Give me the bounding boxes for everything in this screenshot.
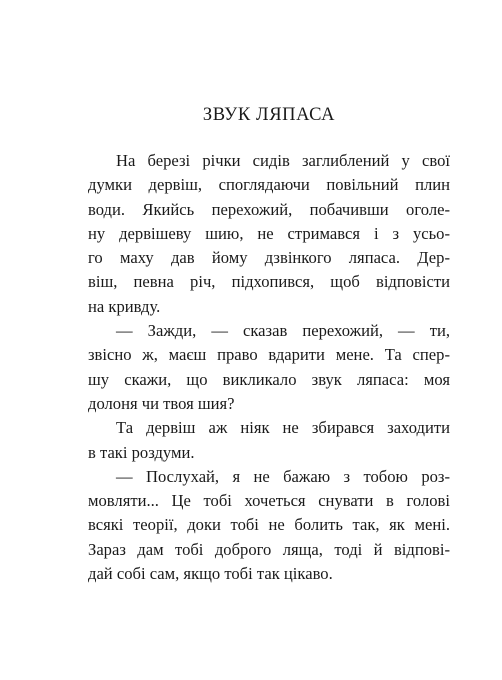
text-line: На березі річки сидів заглиблений у свої: [116, 151, 450, 170]
paragraph-3: [88, 416, 450, 465]
text-line: води. Якийсь перехожий, побачивши оголе-: [88, 199, 450, 219]
text-line: ну дервішеву шию, не стримався і з усьо-: [88, 223, 450, 243]
text-line: всякі теорії, доки тобі не болить так, як мені.: [88, 515, 450, 535]
text-line: мовляти... Це тобі хочеться снувати в голові: [88, 491, 450, 511]
story-body: [88, 149, 450, 586]
text-line: звісно ж, маєш право вдарити мене. Та спер-: [88, 345, 450, 365]
paragraph-2: [88, 319, 450, 416]
text-line: думки дервіш, споглядаючи повільний плин: [88, 175, 450, 195]
text-line: Зараз дам тобі доброго ляща, тоді й відпові-: [88, 539, 450, 559]
paragraph-1: [88, 149, 450, 319]
story-title: ЗВУК ЛЯПАСА: [202, 105, 336, 125]
text-line: дай собі сам, якщо тобі так цікаво.: [88, 564, 333, 584]
text-line: шу скажи, що викликало звук ляпаса: моя: [88, 369, 450, 389]
text-line: долоня чи твоя шия?: [88, 393, 235, 413]
text-line: Та дервіш аж ніяк не збирався заходити: [116, 418, 450, 438]
text-line: — Послухай, я не бажаю з тобою роз-: [116, 466, 450, 486]
text-line: го маху дав йому дзвінкого ляпаса. Дер-: [88, 248, 450, 268]
text-line: в такі роздуми.: [88, 442, 195, 462]
text-line: на кривду.: [88, 296, 161, 316]
text-line: віш, певна річ, підхопився, щоб відповісти: [88, 272, 450, 292]
paragraph-4: [88, 465, 450, 586]
text-line: — Зажди, — сказав перехожий, — ти,: [116, 321, 450, 341]
page: [88, 103, 450, 586]
